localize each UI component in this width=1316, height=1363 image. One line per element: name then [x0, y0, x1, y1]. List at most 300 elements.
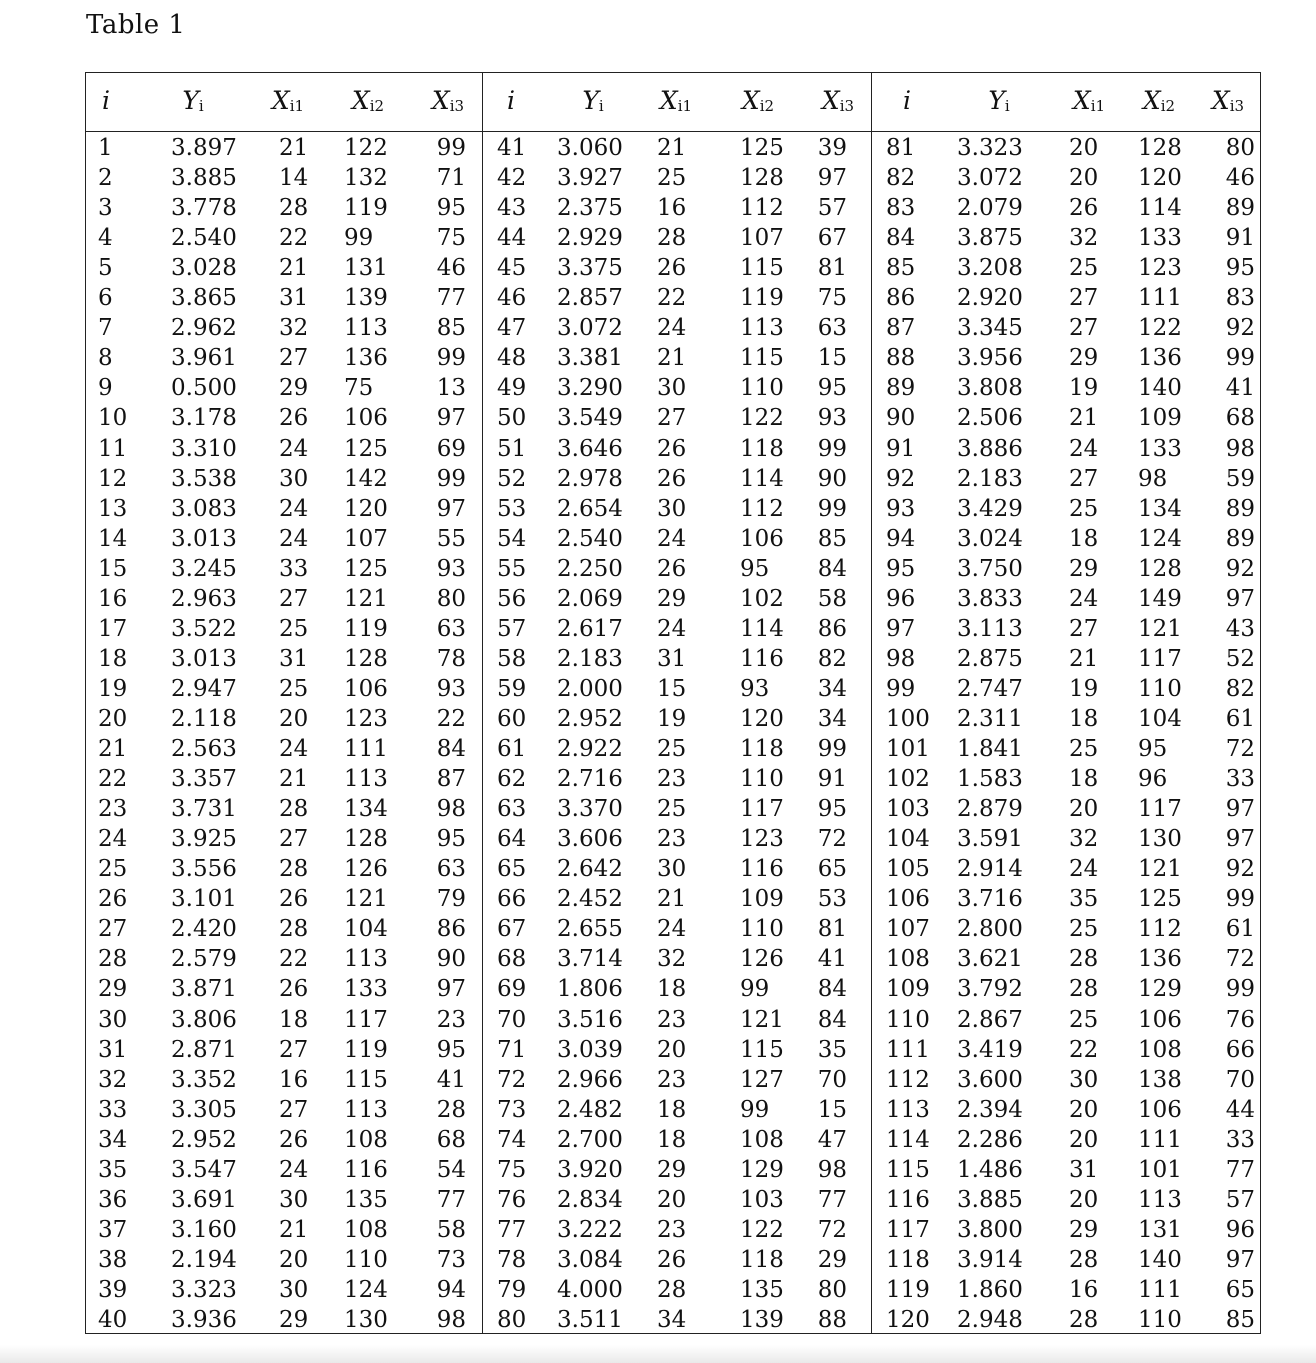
- cell-x3: 77: [817, 1186, 847, 1213]
- cell-x3: 28: [436, 1096, 466, 1123]
- cell-x3: 46: [436, 255, 466, 282]
- cell-i: 22: [98, 766, 128, 793]
- cell-y: 2.183: [557, 645, 623, 672]
- cell-x1: 33: [279, 555, 309, 582]
- cell-i: 120: [886, 1307, 930, 1333]
- cell-i: 6: [98, 285, 113, 312]
- cell-x1: 22: [279, 225, 309, 252]
- header-x2-label: X: [1142, 86, 1161, 115]
- header-x2: [348, 81, 388, 126]
- cell-x3: 98: [1225, 435, 1255, 462]
- header-x3: [428, 81, 468, 126]
- cell-y: 3.885: [171, 165, 237, 191]
- cell-x1: 18: [657, 1126, 687, 1153]
- cell-i: 62: [497, 766, 527, 793]
- cell-y: 3.927: [557, 165, 623, 191]
- cell-x3: 54: [436, 1156, 466, 1183]
- cell-x2: 126: [344, 856, 388, 883]
- cell-i: 24: [98, 826, 128, 853]
- cell-x2: 135: [740, 1276, 784, 1303]
- cell-x1: 24: [279, 736, 309, 762]
- cell-y: 3.871: [171, 976, 237, 1003]
- cell-x2: 118: [740, 736, 784, 762]
- cell-x1: 25: [657, 796, 687, 823]
- cell-x3: 35: [817, 1036, 847, 1063]
- cell-x3: 58: [436, 1216, 466, 1243]
- cell-i: 23: [98, 796, 128, 823]
- cell-x3: 78: [436, 645, 466, 672]
- cell-y: 2.867: [957, 1006, 1023, 1033]
- cell-x3: 84: [817, 555, 847, 582]
- cell-x3: 97: [1225, 826, 1255, 853]
- cell-x1: 24: [279, 525, 309, 552]
- cell-x1: 28: [657, 1276, 687, 1303]
- cell-x3: 53: [817, 886, 847, 913]
- cell-x1: 24: [657, 916, 687, 943]
- cell-x2: 95: [740, 555, 770, 582]
- cell-x1: 18: [1069, 706, 1099, 732]
- cell-x2: 121: [344, 886, 388, 913]
- cell-x3: 84: [817, 1006, 847, 1033]
- cell-x1: 21: [279, 766, 309, 793]
- cell-x1: 27: [279, 826, 309, 853]
- cell-i: 28: [98, 946, 128, 973]
- header-y-subscript: i: [1004, 97, 1010, 115]
- cell-x2: 129: [740, 1156, 784, 1183]
- cell-x1: 25: [1069, 495, 1099, 522]
- cell-i: 8: [98, 345, 113, 372]
- cell-x1: 25: [279, 675, 309, 702]
- cell-y: 3.072: [557, 315, 623, 342]
- cell-y: 2.716: [557, 766, 623, 793]
- cell-y: 3.956: [957, 345, 1023, 372]
- cell-i: 104: [886, 826, 930, 853]
- cell-i: 26: [98, 886, 128, 913]
- cell-i: 70: [497, 1006, 527, 1033]
- cell-i: 50: [497, 405, 527, 432]
- cell-y: 3.897: [171, 135, 237, 161]
- cell-y: 3.914: [957, 1246, 1023, 1273]
- cell-x1: 21: [657, 345, 687, 372]
- cell-i: 45: [497, 255, 527, 282]
- cell-x1: 20: [657, 1186, 687, 1213]
- cell-x2: 131: [1138, 1216, 1182, 1243]
- cell-y: 3.345: [957, 315, 1023, 342]
- header-x1-subscript: i1: [677, 97, 693, 115]
- cell-x3: 97: [1225, 796, 1255, 823]
- cell-i: 76: [497, 1186, 527, 1213]
- cell-x1: 19: [1069, 375, 1099, 402]
- cell-x1: 21: [1069, 405, 1099, 432]
- cell-x2: 93: [740, 675, 770, 702]
- cell-x3: 72: [1225, 946, 1255, 973]
- cell-x1: 29: [279, 375, 309, 402]
- cell-x1: 29: [1069, 555, 1099, 582]
- cell-y: 2.914: [957, 856, 1023, 883]
- cell-x3: 99: [817, 435, 847, 462]
- cell-x3: 92: [1225, 315, 1255, 342]
- cell-x1: 29: [1069, 345, 1099, 372]
- cell-x2: 118: [740, 435, 784, 462]
- cell-i: 41: [497, 135, 527, 161]
- cell-x2: 120: [344, 495, 388, 522]
- cell-x1: 20: [1069, 1186, 1099, 1213]
- cell-i: 58: [497, 645, 527, 672]
- cell-x1: 32: [657, 946, 687, 973]
- cell-x3: 98: [436, 1307, 466, 1333]
- cell-x1: 20: [1069, 135, 1099, 161]
- cell-x2: 140: [1138, 1246, 1182, 1273]
- header-x3-subscript: i3: [1229, 97, 1245, 115]
- cell-x2: 119: [344, 615, 388, 642]
- cell-x2: 110: [740, 766, 784, 793]
- cell-x2: 106: [1138, 1006, 1182, 1033]
- cell-x3: 75: [817, 285, 847, 312]
- cell-y: 3.778: [171, 195, 237, 222]
- cell-x3: 29: [817, 1246, 847, 1273]
- table-caption: Table 1: [86, 10, 186, 40]
- cell-x2: 116: [344, 1156, 388, 1183]
- cell-x2: 142: [344, 465, 388, 492]
- cell-y: 3.961: [171, 345, 237, 372]
- table-header: [86, 73, 1260, 132]
- cell-i: 103: [886, 796, 930, 823]
- cell-x3: 85: [436, 315, 466, 342]
- cell-x2: 110: [1138, 675, 1182, 702]
- header-y-label: Y: [582, 86, 599, 115]
- cell-x3: 77: [436, 1186, 466, 1213]
- cell-y: 3.101: [171, 886, 237, 913]
- header-y-subscript: i: [598, 97, 604, 115]
- cell-y: 2.540: [171, 225, 237, 252]
- cell-y: 2.834: [557, 1186, 623, 1213]
- cell-y: 2.617: [557, 615, 623, 642]
- cell-x1: 26: [279, 1126, 309, 1153]
- cell-i: 25: [98, 856, 128, 883]
- cell-i: 93: [886, 495, 916, 522]
- cell-x3: 99: [1225, 345, 1255, 372]
- cell-i: 42: [497, 165, 527, 191]
- cell-i: 14: [98, 525, 128, 552]
- cell-y: 3.716: [957, 886, 1023, 913]
- cell-x2: 121: [1138, 615, 1182, 642]
- cell-x3: 63: [436, 615, 466, 642]
- cell-x3: 97: [1225, 1246, 1255, 1273]
- cell-x2: 119: [344, 1036, 388, 1063]
- cell-y: 3.352: [171, 1066, 237, 1093]
- cell-y: 2.879: [957, 796, 1023, 823]
- cell-x2: 115: [740, 345, 784, 372]
- cell-x3: 95: [1225, 255, 1255, 282]
- header-x2-subscript: i2: [1160, 97, 1176, 115]
- cell-x1: 26: [279, 976, 309, 1003]
- cell-x1: 24: [279, 435, 309, 462]
- cell-x2: 128: [740, 165, 784, 191]
- cell-x1: 26: [279, 886, 309, 913]
- cell-x2: 128: [344, 645, 388, 672]
- cell-x2: 114: [740, 615, 784, 642]
- cell-x1: 24: [657, 615, 687, 642]
- cell-x2: 129: [1138, 976, 1182, 1003]
- cell-x1: 27: [1069, 465, 1099, 492]
- cell-y: 2.947: [171, 675, 237, 702]
- cell-i: 66: [497, 886, 527, 913]
- cell-x1: 34: [657, 1307, 687, 1333]
- cell-x1: 28: [1069, 1307, 1099, 1333]
- cell-x2: 134: [344, 796, 388, 823]
- cell-x1: 23: [657, 1066, 687, 1093]
- page-bottom-shadow: [0, 1345, 1316, 1363]
- cell-x2: 121: [1138, 856, 1182, 883]
- cell-x3: 85: [817, 525, 847, 552]
- cell-x3: 93: [436, 555, 466, 582]
- cell-y: 3.160: [171, 1216, 237, 1243]
- header-x1-label: X: [1072, 86, 1091, 115]
- cell-y: 3.222: [557, 1216, 623, 1243]
- cell-i: 64: [497, 826, 527, 853]
- cell-x2: 116: [740, 645, 784, 672]
- cell-x2: 114: [1138, 195, 1182, 222]
- cell-x1: 29: [1069, 1216, 1099, 1243]
- cell-x3: 65: [1225, 1276, 1255, 1303]
- cell-x1: 15: [657, 675, 687, 702]
- cell-x2: 98: [1138, 465, 1168, 492]
- cell-x1: 28: [1069, 1246, 1099, 1273]
- cell-i: 61: [497, 736, 527, 762]
- cell-x3: 94: [436, 1276, 466, 1303]
- cell-x2: 125: [344, 555, 388, 582]
- cell-x3: 99: [436, 345, 466, 372]
- cell-x3: 86: [817, 615, 847, 642]
- cell-y: 3.024: [957, 525, 1023, 552]
- cell-x3: 86: [436, 916, 466, 943]
- cell-x3: 97: [817, 165, 847, 191]
- header-x1: [656, 81, 696, 126]
- cell-x1: 35: [1069, 886, 1099, 913]
- cell-x1: 25: [1069, 736, 1099, 762]
- cell-i: 15: [98, 555, 128, 582]
- cell-x3: 99: [436, 465, 466, 492]
- cell-i: 47: [497, 315, 527, 342]
- cell-x1: 24: [1069, 856, 1099, 883]
- cell-y: 2.655: [557, 916, 623, 943]
- header-i-label: i: [507, 86, 515, 115]
- cell-x1: 23: [657, 766, 687, 793]
- cell-x3: 46: [1225, 165, 1255, 191]
- cell-x3: 72: [1225, 736, 1255, 762]
- cell-i: 39: [98, 1276, 128, 1303]
- header-x3: [1208, 81, 1248, 126]
- cell-i: 52: [497, 465, 527, 492]
- cell-x1: 21: [279, 255, 309, 282]
- header-y: [573, 81, 613, 126]
- cell-y: 2.375: [557, 195, 623, 222]
- cell-x1: 32: [1069, 225, 1099, 252]
- cell-x3: 73: [436, 1246, 466, 1273]
- cell-x1: 26: [657, 255, 687, 282]
- cell-x2: 96: [1138, 766, 1168, 793]
- cell-x3: 57: [1225, 1186, 1255, 1213]
- cell-x1: 29: [279, 1307, 309, 1333]
- cell-x1: 24: [1069, 435, 1099, 462]
- cell-x2: 111: [344, 736, 388, 762]
- cell-y: 2.482: [557, 1096, 623, 1123]
- cell-x3: 92: [1225, 555, 1255, 582]
- cell-x3: 95: [436, 826, 466, 853]
- cell-x3: 83: [1225, 285, 1255, 312]
- cell-x2: 113: [1138, 1186, 1182, 1213]
- cell-x3: 15: [817, 1096, 847, 1123]
- cell-x3: 84: [436, 736, 466, 762]
- cell-x2: 102: [740, 585, 784, 612]
- cell-x2: 128: [1138, 135, 1182, 161]
- cell-i: 31: [98, 1036, 128, 1063]
- cell-x2: 133: [1138, 435, 1182, 462]
- cell-i: 46: [497, 285, 527, 312]
- cell-x3: 87: [436, 766, 466, 793]
- cell-x3: 80: [436, 585, 466, 612]
- cell-y: 3.936: [171, 1307, 237, 1333]
- cell-x2: 125: [1138, 886, 1182, 913]
- cell-y: 1.841: [957, 736, 1023, 762]
- cell-x2: 123: [740, 826, 784, 853]
- cell-i: 119: [886, 1276, 930, 1303]
- cell-y: 2.506: [957, 405, 1023, 432]
- header-x3: [818, 81, 858, 126]
- cell-x3: 88: [817, 1307, 847, 1333]
- cell-y: 2.394: [957, 1096, 1023, 1123]
- cell-i: 55: [497, 555, 527, 582]
- header-y: [173, 81, 213, 126]
- cell-x1: 27: [1069, 285, 1099, 312]
- cell-x2: 112: [1138, 916, 1182, 943]
- cell-i: 1: [98, 135, 113, 161]
- header-i: [887, 81, 927, 121]
- cell-x3: 96: [1225, 1216, 1255, 1243]
- header-i: [491, 81, 531, 121]
- cell-y: 3.600: [957, 1066, 1023, 1093]
- cell-y: 4.000: [557, 1276, 623, 1303]
- cell-y: 2.747: [957, 675, 1023, 702]
- cell-x3: 76: [1225, 1006, 1255, 1033]
- cell-i: 94: [886, 525, 916, 552]
- cell-x3: 52: [1225, 645, 1255, 672]
- cell-x1: 31: [279, 285, 309, 312]
- cell-x2: 117: [740, 796, 784, 823]
- cell-i: 96: [886, 585, 916, 612]
- cell-i: 34: [98, 1126, 128, 1153]
- cell-i: 53: [497, 495, 527, 522]
- cell-x2: 131: [344, 255, 388, 282]
- cell-x3: 68: [436, 1126, 466, 1153]
- cell-x3: 41: [817, 946, 847, 973]
- cell-x1: 31: [1069, 1156, 1099, 1183]
- cell-x1: 14: [279, 165, 309, 191]
- cell-x3: 71: [436, 165, 466, 191]
- cell-i: 116: [886, 1186, 930, 1213]
- cell-x2: 111: [1138, 1126, 1182, 1153]
- cell-x1: 25: [1069, 916, 1099, 943]
- cell-y: 3.925: [171, 826, 237, 853]
- cell-i: 68: [497, 946, 527, 973]
- cell-x1: 21: [1069, 645, 1099, 672]
- cell-y: 3.060: [557, 135, 623, 161]
- cell-i: 54: [497, 525, 527, 552]
- cell-y: 3.556: [171, 856, 237, 883]
- cell-x2: 128: [1138, 555, 1182, 582]
- header-x2-label: X: [351, 86, 370, 115]
- cell-x3: 70: [1225, 1066, 1255, 1093]
- cell-y: 3.806: [171, 1006, 237, 1033]
- cell-y: 2.540: [557, 525, 623, 552]
- cell-x3: 15: [817, 345, 847, 372]
- cell-y: 2.952: [557, 706, 623, 732]
- cell-i: 27: [98, 916, 128, 943]
- cell-y: 2.962: [171, 315, 237, 342]
- cell-x2: 127: [740, 1066, 784, 1093]
- cell-x1: 28: [1069, 946, 1099, 973]
- cell-i: 13: [98, 495, 128, 522]
- cell-x1: 27: [279, 345, 309, 372]
- cell-y: 2.069: [557, 585, 623, 612]
- cell-x2: 109: [740, 886, 784, 913]
- cell-i: 51: [497, 435, 527, 462]
- cell-i: 81: [886, 135, 916, 161]
- cell-i: 87: [886, 315, 916, 342]
- cell-x2: 136: [344, 345, 388, 372]
- cell-x3: 55: [436, 525, 466, 552]
- cell-i: 88: [886, 345, 916, 372]
- cell-y: 2.978: [557, 465, 623, 492]
- cell-x3: 66: [1225, 1036, 1255, 1063]
- cell-x1: 24: [657, 525, 687, 552]
- cell-x3: 84: [817, 976, 847, 1003]
- cell-x2: 116: [740, 856, 784, 883]
- cell-i: 33: [98, 1096, 128, 1123]
- cell-i: 65: [497, 856, 527, 883]
- cell-x3: 41: [1225, 375, 1255, 402]
- cell-y: 3.714: [557, 946, 623, 973]
- cell-i: 95: [886, 555, 916, 582]
- cell-x1: 18: [279, 1006, 309, 1033]
- cell-x1: 29: [657, 585, 687, 612]
- cell-x1: 27: [279, 1036, 309, 1063]
- cell-x2: 135: [344, 1186, 388, 1213]
- cell-i: 72: [497, 1066, 527, 1093]
- cell-x3: 98: [436, 796, 466, 823]
- cell-x1: 22: [1069, 1036, 1099, 1063]
- cell-x3: 99: [817, 495, 847, 522]
- cell-x3: 41: [436, 1066, 466, 1093]
- cell-x2: 130: [1138, 826, 1182, 853]
- cell-y: 3.591: [957, 826, 1023, 853]
- cell-x2: 106: [740, 525, 784, 552]
- cell-i: 114: [886, 1126, 930, 1153]
- cell-x1: 18: [1069, 525, 1099, 552]
- cell-x3: 99: [1225, 886, 1255, 913]
- cell-i: 5: [98, 255, 113, 282]
- cell-i: 21: [98, 736, 128, 762]
- cell-i: 29: [98, 976, 128, 1003]
- cell-x1: 24: [657, 315, 687, 342]
- cell-x2: 133: [344, 976, 388, 1003]
- cell-y: 3.920: [557, 1156, 623, 1183]
- cell-i: 67: [497, 916, 527, 943]
- header-x3-label: X: [821, 86, 840, 115]
- cell-i: 83: [886, 195, 916, 222]
- cell-x1: 20: [279, 1246, 309, 1273]
- cell-x2: 122: [740, 405, 784, 432]
